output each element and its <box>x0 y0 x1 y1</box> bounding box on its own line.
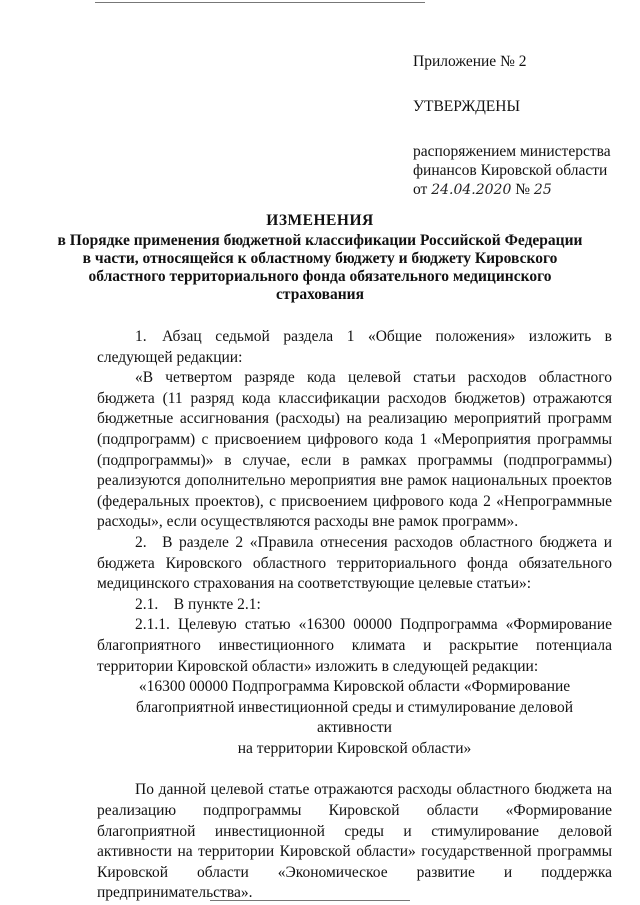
subtitle-line-4: страхования <box>276 286 364 303</box>
document-body <box>97 327 612 904</box>
order-date-line <box>413 180 633 200</box>
approval-block <box>413 52 633 200</box>
handwritten-number: 25 <box>533 182 552 198</box>
date-prefix: от <box>413 181 428 198</box>
item-1: 1. Абзац седьмой раздела 1 «Общие положения» изложить в следующей редакции: <box>97 328 612 366</box>
approved-label: УТВЕРЖДЕНЫ <box>413 98 520 115</box>
item-1-quote: «В четвертом разряде кода целевой статьи расходов областного бюджета (11 разряд кода классификации расходов бюджетов) отражаются бюджетные ассигнования (расходы) на реализацию мероприятий программ (подпрограмм) с присвоением цифрового кода 1 «Мероприятия программы (подпрограммы)» в случае, если в рамках программы (подпрограммы) реализуются дополнительно мероприятия вне рамок национальных проектов (федеральных проектов), с присвоением цифрового кода 2 «Непрограммные расходы», если осуществляются расходы вне рамок программ». <box>97 369 612 531</box>
quote-line-2: благоприятной инвестиционной среды и стимулирование деловой активности <box>135 698 574 737</box>
order-line-2: финансов Кировской области <box>413 162 608 179</box>
subtitle-line-3: областного территориального фонда обязательного медицинского <box>88 268 552 285</box>
item-2-1: 2.1. В пункте 2.1: <box>135 595 261 613</box>
scan-artifact-top <box>95 2 425 3</box>
document-title <box>40 212 600 304</box>
number-prefix: № <box>515 181 531 198</box>
quote-line-1: «16300 00000 Подпрограмма Кировской области «Формирование <box>138 678 571 696</box>
final-paragraph: По данной целевой статье отражаются расходы областного бюджета на реализацию подпрограммы Кировской области «Формирование благоприятной инвестиционной среды и стимулирование деловой активности на территории Кировской области» государственной программы Кировской области «Экономическое развитие и поддержка предпринимательства». <box>97 781 612 902</box>
subtitle-line-1: в Порядке применения бюджетной классификации Российской Федерации <box>57 232 583 249</box>
order-line-1: распоряжением министерства <box>413 143 611 160</box>
subtitle-line-2: в части, относящейся к областному бюджету и бюджету Кировского <box>82 250 558 267</box>
page-title: ИЗМЕНЕНИЯ <box>266 212 374 229</box>
item-2: 2. В разделе 2 «Правила отнесения расходов областного бюджета и бюджета Кировского областного территориального фонда обязательного медицинского страхования на соответствующие целевые статьи»: <box>97 533 612 593</box>
handwritten-date: 24.04.2020 <box>431 182 512 198</box>
appendix-label: Приложение № 2 <box>413 53 527 70</box>
item-2-1-1: 2.1.1. Целевую статью «16300 00000 Подпрограмма «Формирование благоприятного инвестиционного климата и раскрытие потенциала территории Кировской области» изложить в следующей редакции: <box>97 616 612 675</box>
quote-line-3: на территории Кировской области» <box>237 739 472 757</box>
